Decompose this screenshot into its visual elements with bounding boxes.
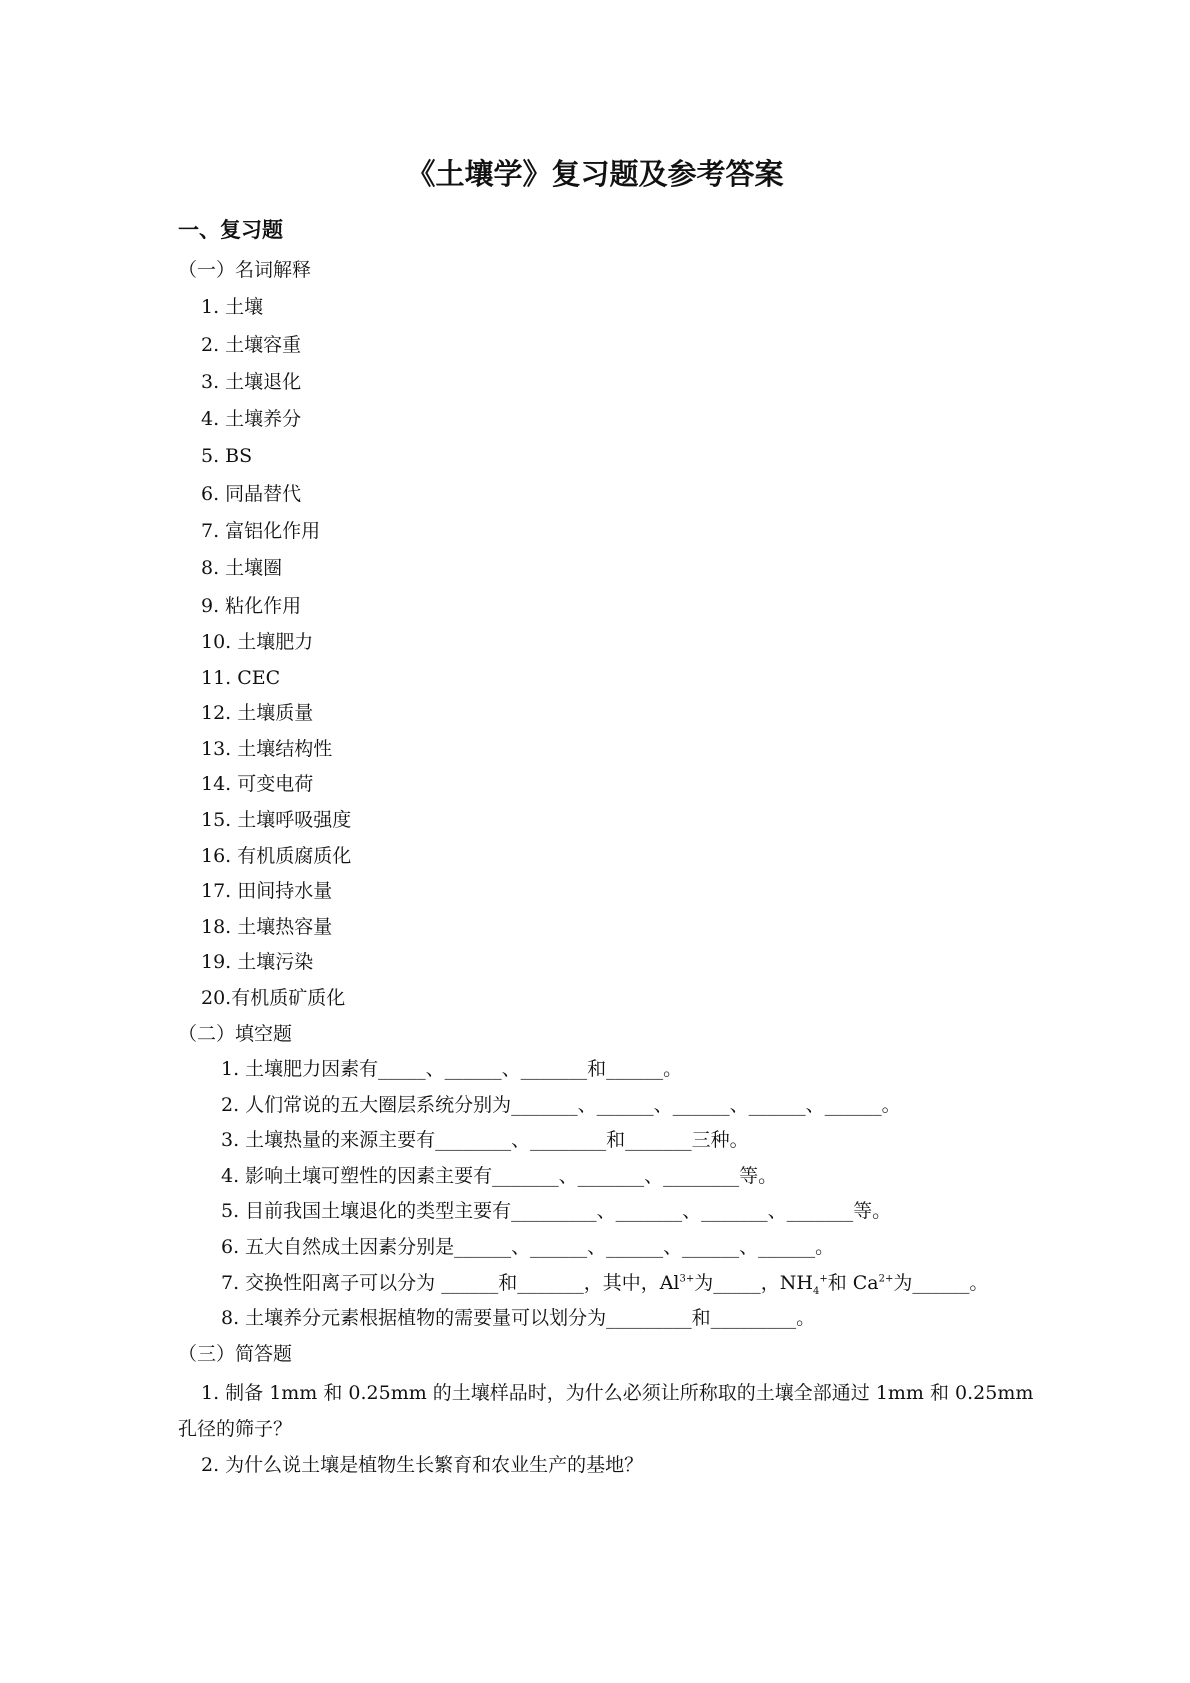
term-item: 1. 土壤 <box>201 296 264 319</box>
term-item: 14. 可变电荷 <box>201 773 314 796</box>
document-body <box>178 252 1034 1483</box>
part-heading-fill-in: （二）填空题 <box>178 1022 293 1045</box>
term-item: 3. 土壤退化 <box>201 370 302 393</box>
fill-in-item: 2. 人们常说的五大圈层系统分别为_______、______、______、______、______。 <box>221 1093 901 1116</box>
item7-text-a: 7. 交换性阳离子可以分为 ______和_______，其中，Al <box>221 1271 680 1294</box>
term-item: 7. 富铝化作用 <box>201 520 321 543</box>
item7-text-b: 为_____，NH <box>694 1271 813 1294</box>
term-item: 10. 土壤肥力 <box>201 630 314 653</box>
fill-in-item: 4. 影响土壤可塑性的因素主要有_______、_______、________等。 <box>221 1164 778 1187</box>
document-title: 《土壤学》复习题及参考答案 <box>406 157 784 191</box>
fill-in-item: 6. 五大自然成土因素分别是______、______、______、______、______。 <box>221 1236 835 1259</box>
nh4-charge: + <box>819 1273 828 1285</box>
term-item: 20.有机质矿质化 <box>201 986 346 1009</box>
fill-in-item: 8. 土壤养分元素根据植物的需要量可以划分为_________和_________。 <box>221 1307 816 1330</box>
term-item: 16. 有机质腐质化 <box>201 844 352 867</box>
term-item: 13. 土壤结构性 <box>201 737 333 760</box>
section-heading-review: 一、复习题 <box>178 218 283 242</box>
term-item: 9. 粘化作用 <box>201 594 302 617</box>
term-item: 5. BS <box>201 445 253 468</box>
fill-in-item: 1. 土壤肥力因素有_____、______、_______和______。 <box>221 1058 683 1081</box>
term-item: 12. 土壤质量 <box>201 702 314 725</box>
term-item: 2. 土壤容重 <box>201 333 302 356</box>
fill-in-item: 5. 目前我国土壤退化的类型主要有_________、_______、_______、_______等。 <box>221 1200 892 1223</box>
nh4-subscript: 4 <box>812 1285 820 1297</box>
fill-in-item-7 <box>178 1266 1018 1302</box>
term-item: 17. 田间持水量 <box>201 880 333 903</box>
short-answer-q1: 1. 制备 1mm 和 0.25mm 的土壤样品时，为什么必须让所称取的土壤全部通过 1mm 和 0.25mm <box>201 1382 1034 1405</box>
term-item: 6. 同晶替代 <box>201 482 302 505</box>
ca-charge: 2+ <box>878 1273 894 1285</box>
short-answer-q2: 2. 为什么说土壤是植物生长繁育和农业生产的基地？ <box>201 1453 644 1476</box>
term-item: 11. CEC <box>201 666 281 689</box>
term-item: 15. 土壤呼吸强度 <box>201 808 352 831</box>
item7-text-c: 和 Ca <box>827 1271 879 1294</box>
term-item: 8. 土壤圈 <box>201 557 283 580</box>
short-answer-q1-continued: 孔径的筛子？ <box>178 1418 293 1441</box>
item7-text-d: 为______。 <box>893 1271 989 1294</box>
term-item: 18. 土壤热容量 <box>201 915 333 938</box>
term-item: 19. 土壤污染 <box>201 951 314 974</box>
al-charge: 3+ <box>679 1273 695 1285</box>
part-heading-short-answer: （三）简答题 <box>178 1342 293 1365</box>
term-item: 4. 土壤养分 <box>201 408 302 431</box>
fill-in-item: 3. 土壤热量的来源主要有________、________和_______三种。 <box>221 1129 749 1152</box>
part-heading-terms: （一）名词解释 <box>178 259 312 281</box>
